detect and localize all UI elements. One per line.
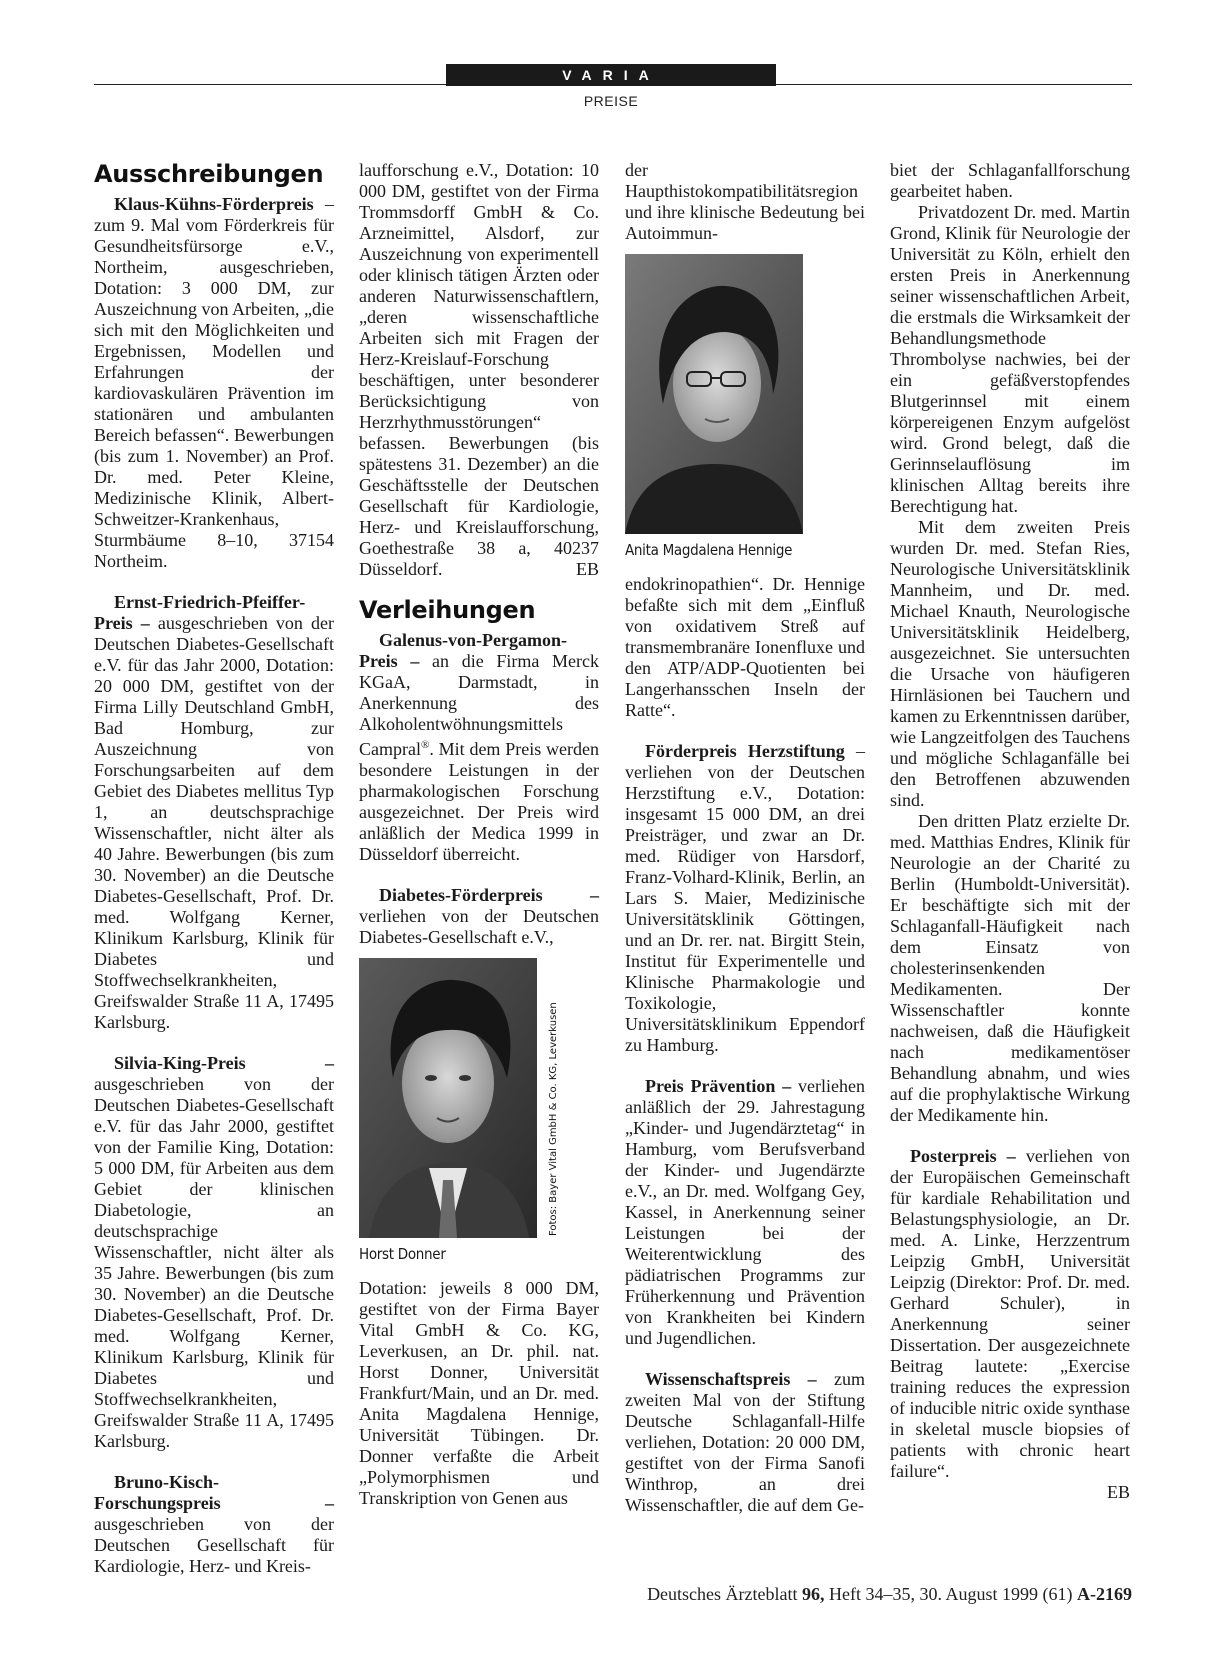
column-2 <box>359 160 599 1509</box>
entry-text: ausgeschrieben von der Deutschen Diabetes-Gesellschaft e.V. für das Jahr 2000, Dotation: 20 000 DM, gestiftet von der Firma Lilly Deutschland GmbH, Bad Homburg, zur Auszeichnung von Forschungsarbeiten auf dem Gebiet des Diabetes mellitus Typ 1, an deutschsprachige Wissenschaftler, nicht älter als 40 Jahre. Bewerbungen (bis zum 30. November) an die Deutsche Diabetes-Gesellschaft, Prof. Dr. med. Wolfgang Kerner, Klinikum Karlsburg, Klinik für Diabetes und Stoffwechselkrankheiten, Greifswalder Straße 11 A, 17495 Karlsburg. <box>94 613 335 1032</box>
portrait-image <box>625 254 803 534</box>
entry-text: ausgeschrieben von der Deutschen Diabetes-Gesellschaft e.V. für das Jahr 2000, gestiftet von der Familie King, Dotation: 5 000 DM, für Arbeiten aus dem Gebiet der klinischen Diabetologie, an deutschsprachige Wissenschaftler, nicht älter als 35 Jahre. Bewerbungen (bis zum 30. November) an die Deutsche Diabetes-Gesellschaft, Prof. Dr. med. Wolfgang Kerner, Klinikum Karlsburg, Klinik für Diabetes und Stoffwechselkrankheiten, Greifswalder Straße 11 A, 17495 Karlsburg. <box>94 1074 334 1451</box>
continuation-text: der Haupthistokompatibilitätsregion und ihre klinische Bedeutung bei Autoimmun- <box>625 160 865 243</box>
entry-bruno-kisch <box>94 1472 334 1577</box>
paragraph-grond: Privatdozent Dr. med. Martin Grond, Klinik für Neurologie der Universität zu Köln, erhielt den ersten Preis in Anerkennung seiner wissenschaftlichen Arbeit, die erstmals die Wirksamkeit der Behandlungsmethode Thrombolyse nachwies, bei der ein gefäßverstopfendes Blutgerinnsel mit einem körpereigenen Enzym aufgelöst wird. Grond belegt, daß die Gerinnselauflösung im klinischen Alltag bereits ihre Berechtigung hat. <box>890 202 1130 516</box>
entry-pfeiffer <box>94 592 334 1033</box>
photo-caption: Horst Donner <box>359 1245 446 1263</box>
entry-text: an die Firma Merck KGaA, Darmstadt, in Anerkennung des Alkoholentwöhnungsmittels Campral <box>359 651 600 759</box>
entry-text: verliehen von der Deutschen Diabetes-Gesellschaft e.V., <box>359 906 599 947</box>
registered-mark: ® <box>420 739 430 751</box>
subsection-label: PREISE <box>583 93 639 109</box>
entry-text: – zum 9. Mal vom Förderkreis für Gesundheitsfürsorge e.V., Northeim, ausgeschrieben, Dotation: 3 000 DM, zur Auszeichnung von Arbeiten, „die sich mit den Möglichkeiten und Ergebnissen, Modellen und Erfahrungen der kardiovaskulären Prävention im stationären und ambulanten Bereich befassen“. Bewerbungen (bis zum 1. November) an Prof. Dr. med. Peter Kleine, Medizinische Klinik, Albert-Schweitzer-Krankenhaus, Sturmbäume 8–10, 37154 Northeim. <box>94 194 334 571</box>
column-4 <box>890 160 1130 1503</box>
issue-info: Heft 34–35, 30. August 1999 (61) <box>824 1584 1077 1604</box>
heading-verleihungen: Verleihungen <box>359 596 536 624</box>
photo-caption: Anita Magdalena Hennige <box>625 541 793 559</box>
prize-name: Galenus-von-Pergamon-Preis – <box>359 630 567 671</box>
prize-name: Ernst-Friedrich-Pfeiffer-Preis – <box>94 592 306 633</box>
portrait-image <box>359 958 537 1238</box>
prize-name: Posterpreis – <box>910 1146 1016 1166</box>
entry-silvia-king <box>94 1053 334 1452</box>
page-number: A-2169 <box>1077 1584 1132 1604</box>
signature: EB <box>575 559 599 579</box>
prize-name: Förderpreis Herzstiftung <box>645 741 845 761</box>
prize-name: Silvia-King-Preis – <box>114 1053 334 1073</box>
entry-wissenschaftspreis <box>625 1369 865 1516</box>
entry-preis-praevention <box>625 1076 865 1349</box>
entry-text: – verliehen von der Deutschen Herzstiftung e.V., Dotation: insgesamt 15 000 DM, an drei Preisträger, und zwar an Dr. med. Rüdiger von Harsdorf, Franz-Volhard-Klinik, Berlin, an Lars S. Maier, Medizinische Universitätsklinik Göttingen, und an Dr. rer. nat. Birgitt Stein, Institut für Experimentelle und Klinische Pharmakologie und Toxikologie, Universitätsklinikum Eppendorf zu Hamburg. <box>625 741 865 1055</box>
heading-ausschreibungen: Ausschreibungen <box>94 160 324 188</box>
entry-diabetes-foerderpreis <box>359 885 599 948</box>
paragraph-ries-knauth: Mit dem zweiten Preis wurden Dr. med. Stefan Ries, Neurologische Universitätsklinik Mannheim, und Dr. med. Michael Knauth, Neurologische Universitätsklinik Heidelberg, ausgezeichnet. Sie untersuchten die Ursache von häufigeren Hirnläsionen bei Tauchern und kamen zu Erkenntnissen darüber, wie Langzeitfolgen des Tauchens und mögliche Schlaganfälle bei den Betroffenen abzuwenden sind. <box>890 517 1130 810</box>
paragraph-endres: Den dritten Platz erzielte Dr. med. Matthias Endres, Klinik für Neurologie an der Charité zu Berlin (Humboldt-Universität). Er beschäftigte sich mit der Schlaganfall-Häufigkeit nach dem Einsatz von cholesterinsenkenden Medikamenten. Der Wissenschaftler konnte nachweisen, daß die Häufigkeit nach medikamentöser Behandlung abnahm, und wies auf die prophylaktische Wirkung der Medikamente hin. <box>890 811 1130 1125</box>
prize-name: Wissenschaftspreis – <box>645 1369 817 1389</box>
prize-name: Diabetes-Förderpreis – <box>379 885 599 905</box>
entry-text: ausgeschrieben von der Deutschen Gesellschaft für Kardiologie, Herz- und Kreis- <box>94 1514 334 1576</box>
column-1 <box>94 160 334 1577</box>
photo-horst-donner <box>359 958 599 1264</box>
entry-galenus <box>359 630 599 865</box>
column-3 <box>625 160 865 1516</box>
journal-name: Deutsches Ärzteblatt <box>647 1584 803 1604</box>
section-label: VARIA <box>446 64 776 86</box>
entry-text: . Mit dem Preis werden besondere Leistungen in der pharmakologischen Forschung ausgezeichnet. Der Preis wird anläßlich der Medica 1999 in Düsseldorf überreicht. <box>359 739 599 864</box>
page-footer <box>560 1584 1132 1605</box>
photo-anita-hennige <box>625 254 865 560</box>
prize-name: Klaus-Kühns-Förderpreis <box>114 194 314 214</box>
prize-name: Preis Prävention – <box>645 1076 792 1096</box>
entry-text: zum zweiten Mal von der Stiftung Deutsche Schlaganfall-Hilfe verliehen, Dotation: 20 000 DM, gestiftet von der Firma Sanofi Winthrop, an drei Wissenschaftler, die auf dem Ge- <box>625 1369 865 1515</box>
prize-name: Bruno-Kisch-Forschungspreis – <box>94 1472 334 1513</box>
entry-text: verliehen von der Europäischen Gemeinschaft für kardiale Rehabilitation und Belastungsphysiologie, an Dr. med. A. Linke, Herzzentrum Leipzig GmbH, Universität Leipzig (Direktor: Prof. Dr. med. Gerhard Schuler), in Anerkennung seiner Dissertation. Der ausgezeichnete Beitrag lautete: „Exercise training reduces the expression of inducible nitric oxide synthase in skeletal muscle biopsies of patients with chronic heart failure“. <box>890 1146 1130 1481</box>
continuation-text: endokrinopathien“. Dr. Hennige befaßte sich mit dem „Einfluß von oxidativem Streß auf transmembranäre Ionenfluxe und den ATP/ADP-Quotienten bei Langerhansschen Inseln der Ratte“. <box>625 574 865 720</box>
entry-text: verliehen anläßlich der 29. Jahrestagung „Kinder- und Jugendärztetag“ in Hamburg, vom Berufsverband der Kinder- und Jugendärzte e.V., an Dr. med. Wolfgang Gey, Kassel, in Anerkennung seiner Leistungen bei der Weiterentwicklung des pädiatrischen Programms zur Früherkennung und Prävention von Krankheiten bei Kindern und Jugendlichen. <box>625 1076 865 1348</box>
signature: EB <box>1106 1482 1130 1502</box>
entry-foerderpreis-herzstiftung <box>625 741 865 1056</box>
entry-klaus-kuehns <box>94 194 334 572</box>
entry-posterpreis <box>890 1146 1130 1482</box>
continuation-text: laufforschung e.V., Dotation: 10 000 DM, gestiftet von der Firma Trommsdorff GmbH & Co. Arzneimittel, Alsdorf, zur Auszeichnung von experimentell oder klinisch tätigen Ärzten oder anderen Naturwissenschaftlern, „deren wissenschaftliche Arbeiten sich mit Fragen der Herz-Kreislauf-Forschung beschäftigen, unter besonderer Berücksichtigung von Herzrhythmusstörungen“ befassen. Bewerbungen (bis spätestens 31. Dezember) an die Geschäftsstelle der Deutschen Gesellschaft für Kardiologie, Herz- und Kreislaufforschung, Goethestraße 38 a, 40237 Düsseldorf. EB <box>359 160 599 579</box>
volume-number: 96, <box>802 1584 825 1604</box>
continuation-text: Dotation: jeweils 8 000 DM, gestiftet von der Firma Bayer Vital GmbH & Co. KG, Leverkusen, an Dr. phil. nat. Horst Donner, Universität Frankfurt/Main, und an Dr. med. Anita Magdalena Hennige, Universität Tübingen. Dr. Donner verfaßte die Arbeit „Polymorphismen und Transkription von Genen aus <box>359 1278 599 1508</box>
continuation-text: biet der Schlaganfallforschung gearbeitet haben. <box>890 160 1130 201</box>
photo-credit: Fotos: Bayer Vital GmbH & Co. KG, Leverkusen <box>548 1002 559 1236</box>
